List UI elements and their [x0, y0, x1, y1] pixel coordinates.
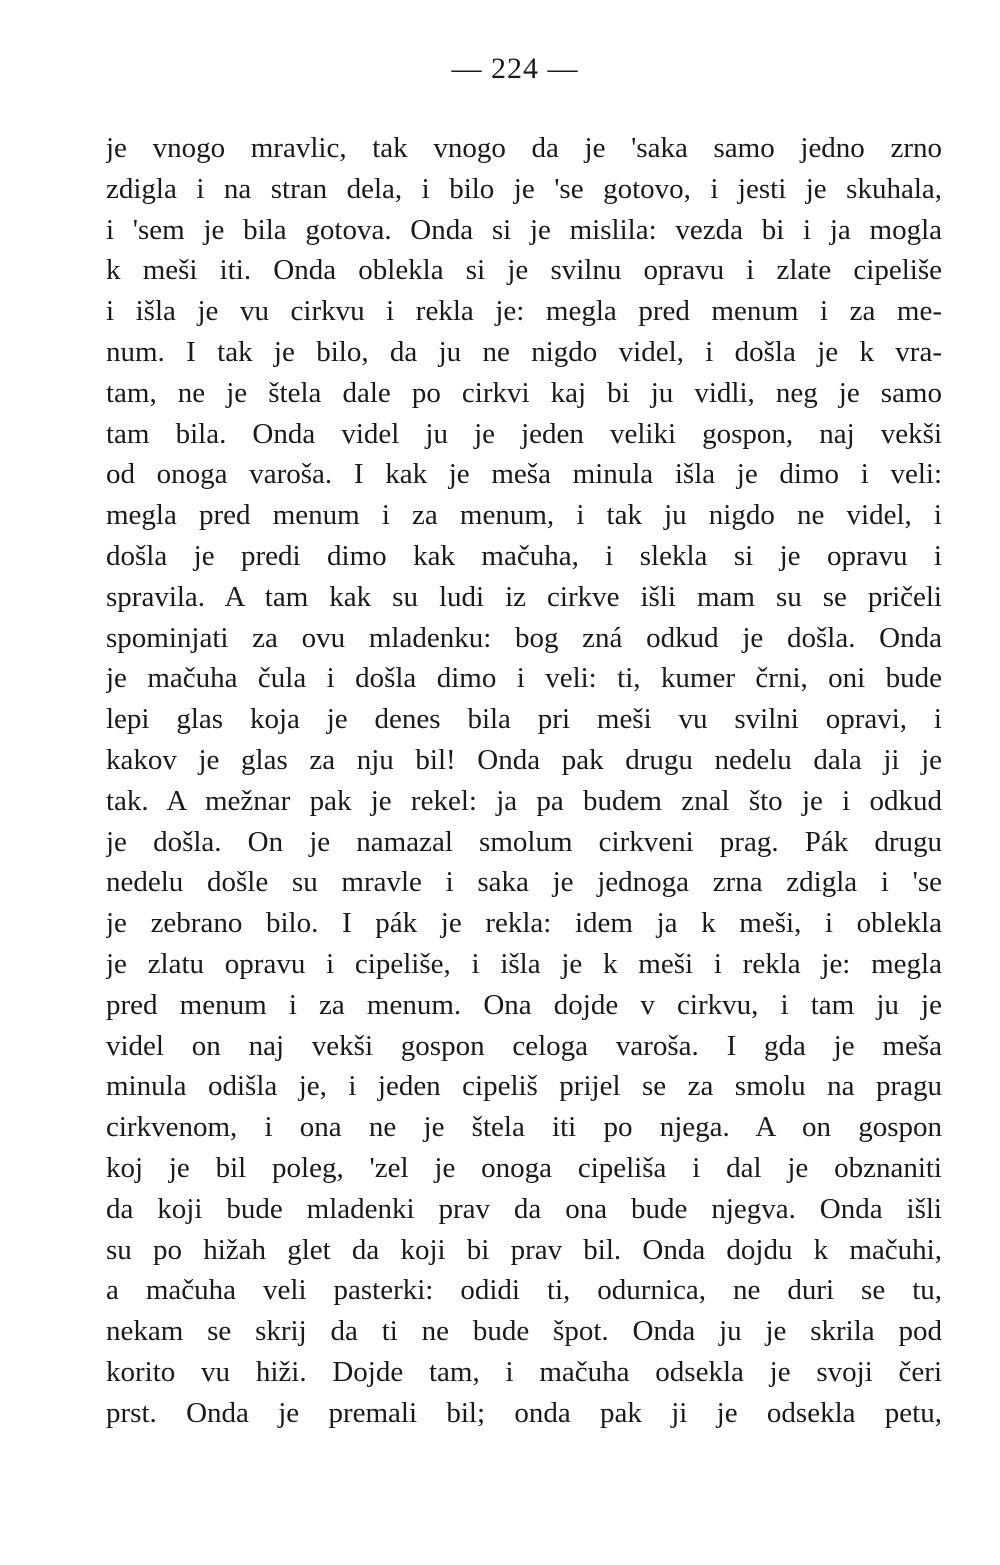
text-line: i 'sem je bila gotova. Onda si je mislila: vezda bi i ja mogla — [106, 213, 942, 246]
text-line: i išla je vu cirkvu i rekla je: megla pred menum i za me- — [106, 295, 942, 328]
text-line: tak. A mežnar pak je rekel: ja pa budem znal što je i odkud — [106, 784, 942, 817]
text-line: došla je predi dimo kak mačuha, i slekla si je opravu i — [106, 539, 942, 572]
page-number: — 224 — — [451, 52, 579, 85]
text-line: je vnogo mravlic, tak vnogo da je 'saka samo jedno zrno — [106, 132, 942, 164]
text-line: je zlatu opravu i cipeliše, i išla je k meši i rekla je: megla — [106, 947, 942, 980]
text-line: cirkvenom, i ona ne je štela iti po njega. A on gospon — [106, 1111, 942, 1144]
text-line: je zebrano bilo. I pák je rekla: idem ja k meši, i oblekla — [106, 907, 942, 940]
text-line: videl on naj vekši gospon celoga varoša. I gda je meša — [106, 1029, 942, 1062]
text-line: je mačuha čula i došla dimo i veli: ti, kumer črni, oni bude — [106, 662, 942, 695]
text-line: od onoga varoša. I kak je meša minula išla je dimo i veli: — [106, 458, 942, 491]
text-line: da koji bude mladenki prav da ona bude njegva. Onda išli — [106, 1192, 942, 1225]
text-line: tam bila. Onda videl ju je jeden veliki gospon, naj vekši — [106, 417, 942, 450]
text-line: lepi glas koja je denes bila pri meši vu svilni opravi, i — [106, 703, 942, 736]
text-line: k meši iti. Onda oblekla si je svilnu opravu i zlate cipeliše — [106, 254, 942, 287]
text-line: nekam se skrij da ti ne bude špot. Onda ju je skrila pod — [106, 1315, 942, 1348]
text-line: koj je bil poleg, 'zel je onoga cipeliša i dal je obznaniti — [106, 1151, 942, 1184]
text-line: spominjati za ovu mladenku: bog zná odkud je došla. Onda — [106, 621, 942, 654]
text-line: minula odišla je, i jeden cipeliš prijel se za smolu na pragu — [106, 1070, 942, 1103]
text-line: pred menum i za menum. Ona dojde v cirkvu, i tam ju je — [106, 988, 942, 1021]
text-line: je došla. On je namazal smolum cirkveni prag. Pák drugu — [106, 825, 942, 858]
text-line: spravila. A tam kak su ludi iz cirkve išli mam su se pričeli — [106, 580, 942, 613]
text-line: zdigla i na stran dela, i bilo je 'se gotovo, i jesti je skuhala, — [106, 172, 942, 205]
text-line: nedelu došle su mravle i saka je jednoga zrna zdigla i 'se — [106, 866, 942, 899]
text-line: kakov je glas za nju bil! Onda pak drugu nedelu dala ji je — [106, 743, 942, 776]
text-line: a mačuha veli pasterki: odidi ti, odurnica, ne duri se tu, — [106, 1274, 942, 1307]
text-line: megla pred menum i za menum, i tak ju nigdo ne videl, i — [106, 499, 942, 532]
text-line: su po hižah glet da koji bi prav bil. Onda dojdu k mačuhi, — [106, 1233, 942, 1266]
text-line: num. I tak je bilo, da ju ne nigdo videl, i došla je k vra- — [106, 335, 942, 368]
body-text — [106, 128, 942, 1434]
text-line: korito vu hiži. Dojde tam, i mačuha odsekla je svoji čeri — [106, 1355, 942, 1388]
text-line: prst. Onda je premali bil; onda pak ji je odsekla petu, — [106, 1396, 942, 1429]
text-line: tam, ne je štela dale po cirkvi kaj bi ju vidli, neg je samo — [106, 376, 942, 409]
